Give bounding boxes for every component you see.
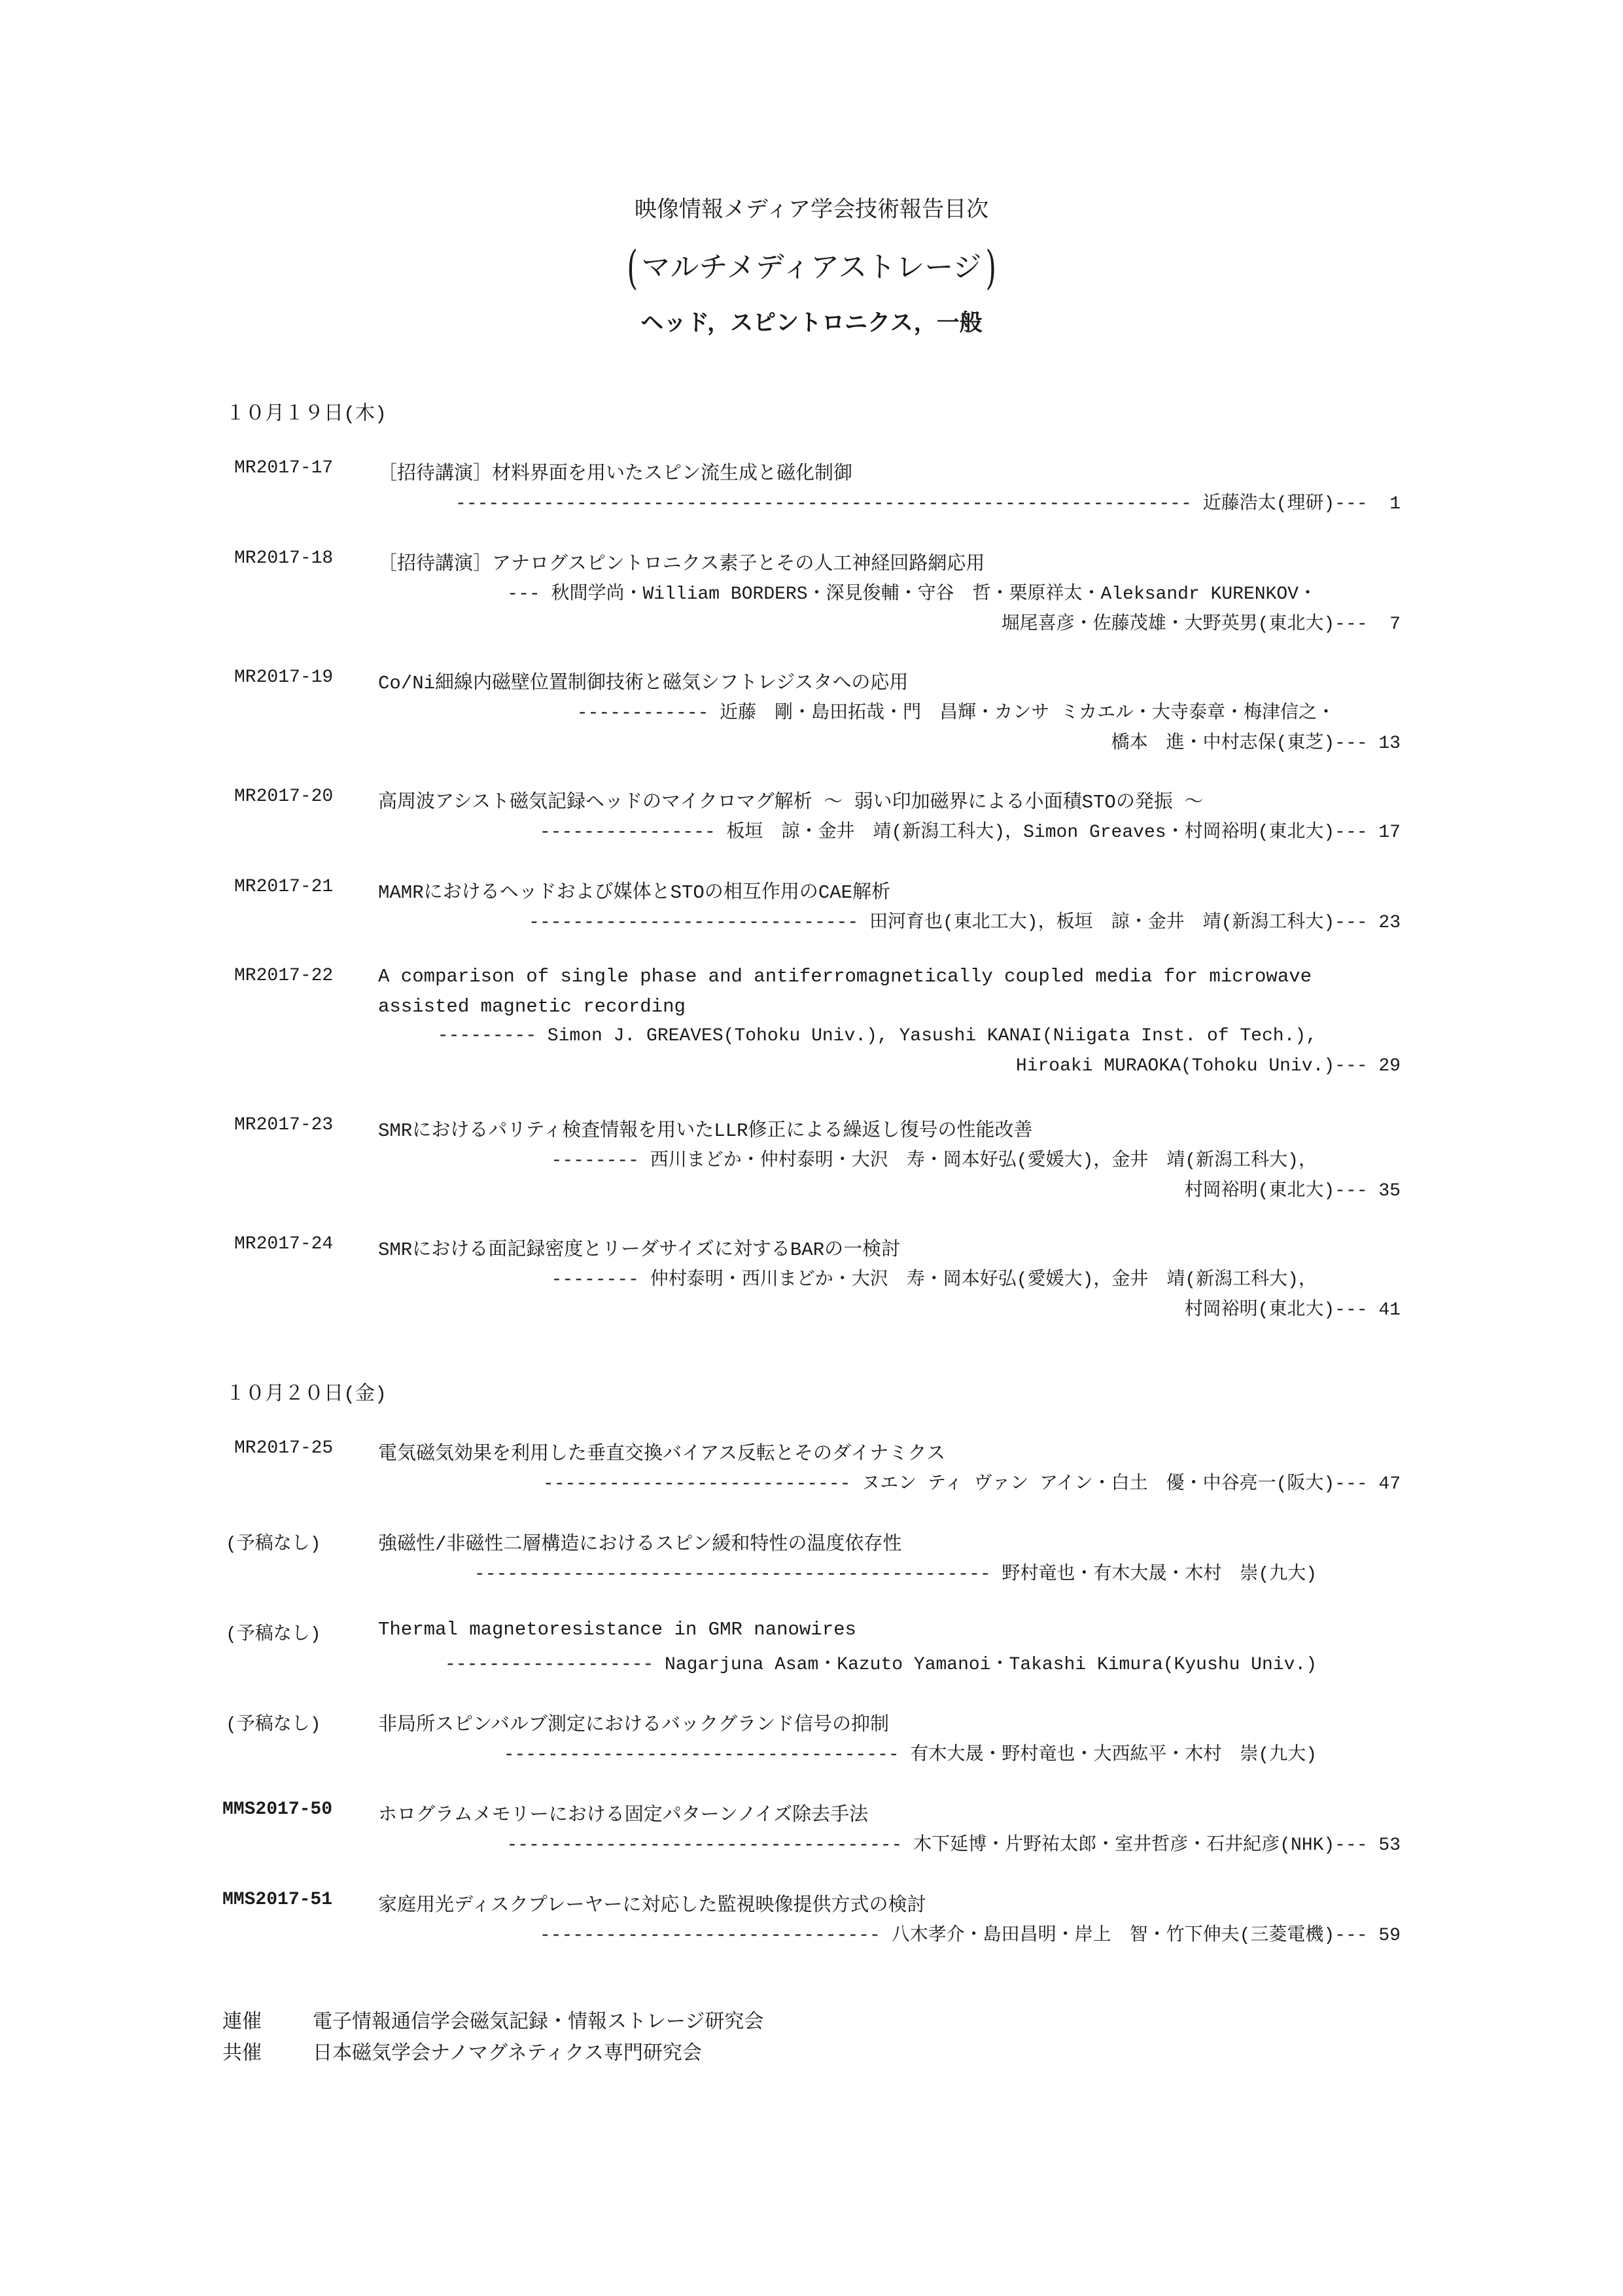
report-title: 映像情報メディア学会技術報告目次 <box>634 196 989 222</box>
entry-title: 電気磁気効果を利用した垂直交換バイアス反転とそのダイナミクス <box>378 1443 946 1465</box>
entry-authors: ------------------------------ 田河育也(東北工大)，板垣 諒・金井 靖(新潟工科大)--- 23 <box>529 913 1401 933</box>
entry-authors: ------------------------------------ 木下延博・片野祐太郎・室井哲彦・石井紀彦(NHK)--- 53 <box>506 1835 1401 1856</box>
footer-label-co-hosted: 連催 <box>222 2012 262 2034</box>
entry-authors: ---------------------------- ヌエン ティ ヴァン アイン・白土 優・中谷亮一(阪大)--- 47 <box>542 1474 1401 1494</box>
entry-title: ホログラムメモリーにおける固定パターンノイズ除去手法 <box>378 1805 869 1826</box>
entry-code: MMS2017-50 <box>222 1799 333 1820</box>
entry-title: MAMRにおけるヘッドおよび媒体とSTOの相互作用のCAE解析 <box>378 882 891 904</box>
entry-code: MR2017-22 <box>234 966 334 986</box>
entry-title: SMRにおける面記録密度とリーダサイズに対するBARの一検討 <box>378 1239 901 1261</box>
session-date: １０月１９日(木) <box>226 404 387 426</box>
series-title <box>0 241 1623 294</box>
entry-authors: ------------------------------------ 有木大晟・野村竜也・大西紘平・木村 崇(九大) <box>503 1745 1317 1765</box>
entry-authors: -------- 仲村泰明・西川まどか・大沢 寿・岡本好弘(愛媛大)，金井 靖(新潟工科大)， <box>551 1270 1317 1290</box>
entry-code: (予稿なし) <box>226 1625 321 1645</box>
entry-code: MR2017-21 <box>234 877 334 897</box>
entry-title: 高周波アシスト磁気記録ヘッドのマイクロマグ解析 ～ 弱い印加磁界による小面積STOの発振 ～ <box>378 792 1204 813</box>
entry-code: MR2017-19 <box>234 667 334 688</box>
entry-title: A comparison of single phase and antiferromagnetically coupled media for microwave <box>378 966 1312 987</box>
entry-code: (予稿なし) <box>226 1715 321 1735</box>
entry-authors: 堀尾喜彦・佐藤茂雄・大野英男(東北大)--- 7 <box>1001 614 1401 635</box>
entry-title: ［招待講演］材料界面を用いたスピン流生成と磁化制御 <box>378 463 853 485</box>
entry-authors: --- 秋間学尚・William BORDERS・深見俊輔・守谷 哲・栗原祥太・Aleksandr KURENKOV・ <box>507 584 1317 605</box>
entry-code: MR2017-25 <box>234 1438 334 1458</box>
entry-authors: 村岡裕明(東北大)--- 35 <box>1184 1181 1401 1201</box>
entry-code: MR2017-18 <box>234 548 334 569</box>
entry-authors: ------------ 近藤 剛・島田拓哉・門 昌輝・カンサ ミカエル・大寺泰章・梅津信之・ <box>576 703 1335 724</box>
entry-title: Thermal magnetoresistance in GMR nanowires <box>378 1619 856 1640</box>
footer-text-co-hosted: 電子情報通信学会磁気記録・情報ストレージ研究会 <box>313 2012 764 2034</box>
entry-title: ［招待講演］アナログスピントロニクス素子とその人工神経回路網応用 <box>378 554 985 575</box>
entry-title: 強磁性/非磁性二層構造におけるスピン緩和特性の温度依存性 <box>378 1534 902 1555</box>
entry-authors: Hiroaki MURAOKA(Tohoku Univ.)--- 29 <box>1015 1056 1401 1076</box>
entry-authors: ------------------- Nagarjuna Asam・Kazuto Yamanoi・Takashi Kimura(Kyushu Univ.) <box>444 1655 1317 1675</box>
entry-authors: --------- Simon J. GREAVES(Tohoku Univ.), Yasushi KANAI(Niigata Inst. of Tech.), <box>437 1026 1317 1046</box>
footer-text-co-sponsored: 日本磁気学会ナノマグネティクス専門研究会 <box>313 2043 702 2066</box>
entry-title: 家庭用光ディスクプレーヤーに対応した監視映像提供方式の検討 <box>378 1895 926 1916</box>
entry-code: MR2017-24 <box>234 1234 334 1254</box>
footer-label-co-sponsored: 共催 <box>222 2043 262 2066</box>
entry-title: 非局所スピンバルブ測定におけるバックグランド信号の抑制 <box>378 1714 889 1736</box>
entry-authors: -------- 西川まどか・仲村泰明・大沢 寿・岡本好弘(愛媛大)，金井 靖(新潟工科大)， <box>551 1151 1317 1171</box>
left-bracket: ( <box>627 241 638 294</box>
entry-code: MMS2017-51 <box>222 1890 333 1910</box>
right-bracket: ) <box>985 241 996 294</box>
session-date: １０月２０日(金) <box>226 1384 387 1406</box>
entry-authors: 橋本 進・中村志保(東芝)--- 13 <box>1111 733 1401 754</box>
entry-authors: ------------------------------- 八木孝介・島田昌明・岸上 智・竹下伸夫(三菱電機)--- 59 <box>539 1926 1401 1946</box>
series-name: マルチメディアストレージ <box>641 251 982 284</box>
entry-authors: ----------------------------------------------- 野村竜也・有木大晟・木村 崇(九大) <box>474 1564 1317 1585</box>
entry-code: MR2017-20 <box>234 786 334 807</box>
entry-authors: ------------------------------------------------------------------- 近藤浩太(理研)--- 1 <box>455 494 1401 514</box>
entry-title: assisted magnetic recording <box>378 996 686 1017</box>
entry-authors: ---------------- 板垣 諒・金井 靖(新潟工科大)，Simon Greaves・村岡裕明(東北大)--- 17 <box>539 822 1401 843</box>
entry-code: MR2017-17 <box>234 458 334 478</box>
entry-code: (予稿なし) <box>226 1534 321 1555</box>
session-subtitle: ヘッド，スピントロニクス，一般 <box>640 310 983 336</box>
entry-code: MR2017-23 <box>234 1115 334 1135</box>
entry-authors: 村岡裕明(東北大)--- 41 <box>1184 1300 1401 1320</box>
entry-title: SMRにおけるパリティ検査情報を用いたLLR修正による繰返し復号の性能改善 <box>378 1120 1033 1142</box>
entry-title: Co/Ni細線内磁壁位置制御技術と磁気シフトレジスタへの応用 <box>378 673 909 694</box>
